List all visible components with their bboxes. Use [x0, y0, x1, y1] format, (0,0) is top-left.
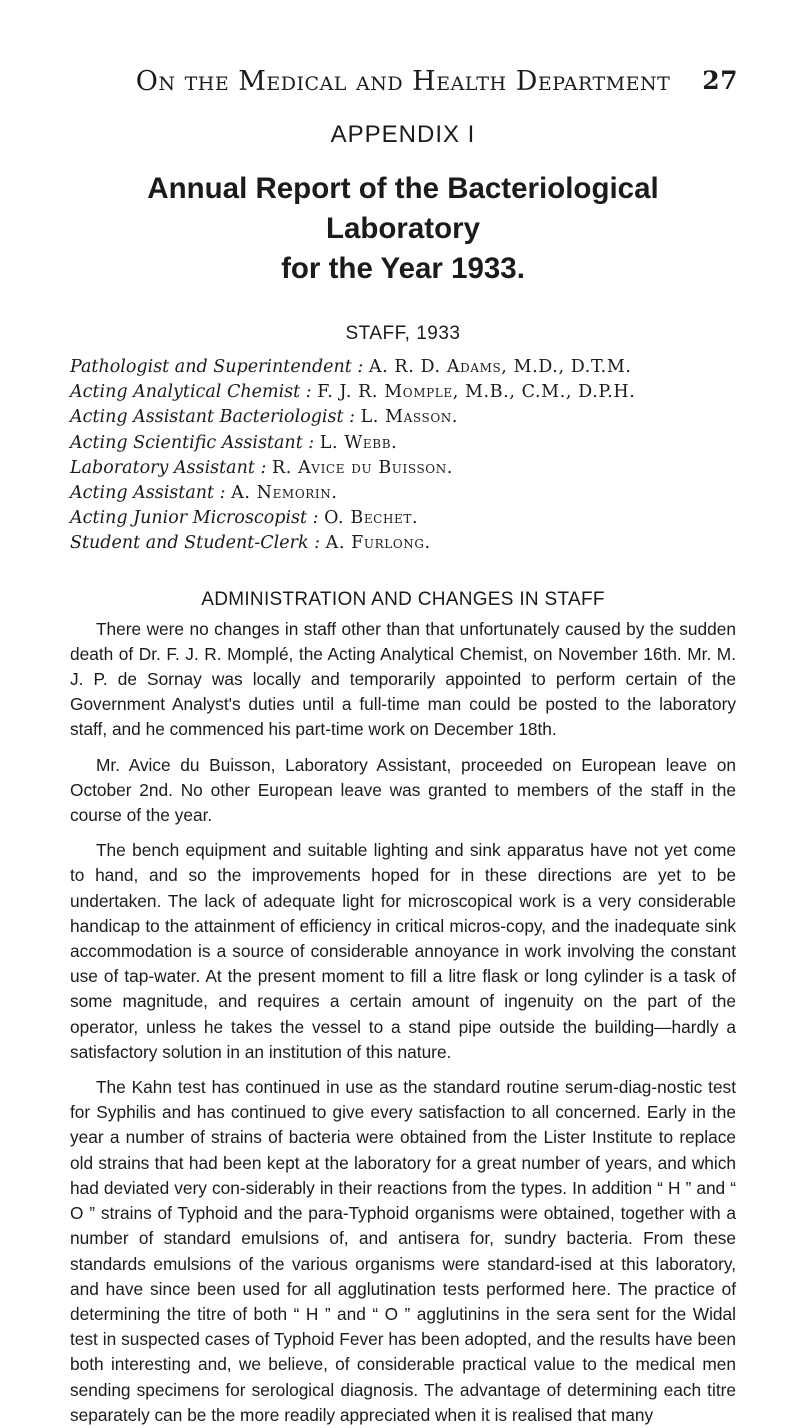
paragraph: There were no changes in staff other than that unfortunately caused by the sudden death of Dr. F. J. R. Momplé, the Acting Analytical Chemist, on November 16th. Mr. M. J. P. de Sornay was locally and temporarily appointed to perform certain of the Government Analyst's duties until a full-time man could be posted to the laboratory staff, and he commenced his part-time work on December 18th. — [70, 618, 736, 740]
page-number: 27 — [702, 66, 738, 95]
running-head-title: On the Medical and Health Department — [135, 66, 671, 97]
report-title-line-2: for the Year 1933. — [281, 252, 525, 285]
staff-role: Pathologist and Superintendent : — [70, 357, 364, 377]
staff-role: Acting Junior Microscopist : — [70, 508, 319, 529]
report-title — [70, 169, 736, 289]
staff-name: L. Webb. — [319, 432, 398, 453]
staff-role: Acting Assistant Bacteriologist : — [70, 407, 355, 428]
staff-entry — [70, 355, 736, 380]
paragraph: The Kahn test has continued in use as the standard routine serum-diag-nostic test for Syphilis and has continued to give every satisfaction to all concerned. Early in the year a number of strains of bacteria were obtained from the Lister Institute to replace old strains that had been kept at the laboratory for a great number of years, and which had deviated very con-siderably in their reactions from the types. In addition “ H ” and “ O ” strains of Typhoid and the para-Typhoid organisms were obtained, together with a number of standard emulsions of, and antisera for, sundry bacteria. From these standards emulsions of the various organisms were standard-ised at this laboratory, and have since been used for all agglutination tests performed here. The practice of determining the titre of both “ H ” and “ O ” agglutinins in the sera sent for the Widal test in suspected cases of Typhoid Fever has been adopted, and the results have been both interesting and, we believe, of considerable practical value to the medical men sending specimens for serological diagnosis. The advantage of determining each titre separately can be the more readily appreciated when it is realised that many — [70, 1077, 736, 1425]
staff-entry — [70, 431, 736, 456]
staff-role: Student and Student-Clerk : — [70, 533, 321, 554]
staff-name: A. Furlong. — [325, 533, 431, 554]
staff-entry — [70, 380, 736, 405]
staff-name: F. J. R. Momple, M.B., C.M., D.P.H. — [317, 382, 636, 403]
staff-entry — [70, 456, 736, 481]
staff-entry — [70, 531, 736, 556]
appendix-label: APPENDIX I — [330, 121, 476, 148]
paragraph: The bench equipment and suitable lighting and sink apparatus have not yet come to hand, and so the improvements hoped for in these directions are yet to be undertaken. The lack of adequate light for microscopical work is a very considerable handicap to the attainment of efficiency in critical micros-copy, and the inadequate sink accommodation is a source of considerable annoyance in work involving the constant use of tap-water. At the present moment to fill a litre flask or long cylinder is a task of some magnitude, and requires a certain amount of ingenuity on the part of the operator, unless he takes the vessel to a stand pipe outside the building—hardly a satisfactory solution in an institution of this nature. — [70, 840, 736, 1062]
running-head — [70, 66, 736, 97]
staff-role: Acting Assistant : — [70, 483, 226, 504]
staff-name: A. Nemorin. — [231, 483, 338, 504]
staff-name: A. R. D. Adams, M.D., D.T.M. — [368, 357, 632, 377]
staff-name: R. Avice du Buisson. — [271, 457, 453, 478]
paragraph: Mr. Avice du Buisson, Laboratory Assistant, proceeded on European leave on October 2nd. No other European leave was granted to members of the staff in the course of the year. — [70, 754, 736, 826]
staff-list — [70, 355, 736, 557]
staff-entry — [70, 481, 736, 506]
staff-entry — [70, 405, 736, 430]
staff-role: Acting Analytical Chemist : — [70, 382, 312, 403]
staff-heading: STAFF, 1933 — [345, 323, 461, 344]
report-title-line-1: Annual Report of the Bacteriological Laboratory — [147, 172, 659, 245]
staff-role: Acting Scientific Assistant : — [70, 432, 315, 453]
staff-entry — [70, 506, 736, 531]
staff-name: L. Masson. — [360, 407, 459, 428]
staff-role: Laboratory Assistant : — [70, 457, 267, 478]
administration-heading: ADMINISTRATION AND CHANGES IN STAFF — [201, 588, 605, 610]
administration-body — [70, 617, 736, 1428]
staff-name: O. Bechet. — [324, 508, 419, 529]
